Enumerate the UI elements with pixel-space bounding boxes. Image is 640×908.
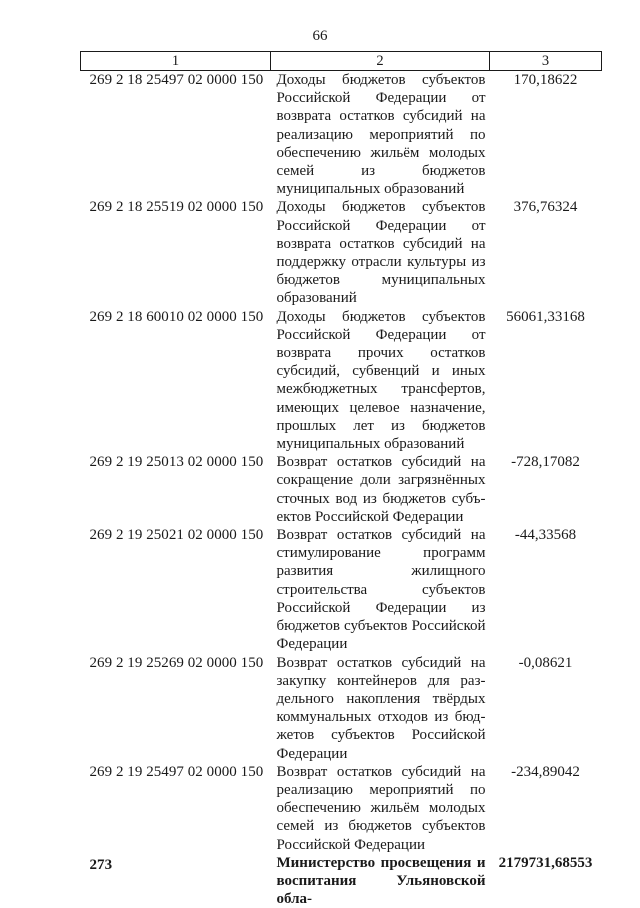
revenue-table-container	[80, 51, 601, 908]
amount: 376,76324	[513, 199, 578, 216]
budget-code: 269 2 19 25497 02 0000 150	[89, 763, 264, 780]
description: Доходы бюджетов субъектов Российской Федерации от возврата остатков субсидий на поддержку отрасли культуры из бюджетов муниципальных образований	[276, 199, 486, 307]
amount: -234,89042	[511, 763, 580, 780]
budget-code: 269 2 18 60010 02 0000 150	[89, 308, 264, 325]
table-header-row	[81, 52, 602, 71]
ministry-code: 273	[89, 856, 113, 873]
budget-code: 269 2 18 25497 02 0000 150	[89, 72, 264, 88]
description: Возврат остатков субсидий на реализацию мероприятий по обеспечению жильём молодых семей из бюджетов субъектов Российской Федерации	[276, 763, 486, 853]
table-row	[81, 198, 602, 307]
table-row	[81, 453, 602, 526]
description: Доходы бюджетов субъектов Российской Федерации от возврата прочих остатков субсидий, субвенций и иных межбюджетных трансфертов, имеющих целевое назначение, прошлых лет из бюджетов муниципальных образований	[276, 308, 486, 453]
table-row-ministry	[81, 854, 602, 908]
description: Доходы бюджетов субъектов Российской Федерации от возврата остатков субсидий на реализацию мероприятий по обеспечению жильём молодых семей из бюджетов муниципальных образований	[276, 72, 486, 198]
column-header-code: 1	[81, 52, 271, 71]
budget-code: 269 2 19 25013 02 0000 150	[89, 454, 264, 471]
table-row	[81, 308, 602, 454]
ministry-amount: 2179731,68553	[498, 854, 593, 871]
description: Возврат остатков субсидий на закупку контейнеров для раздельного накопления твёрдых коммунальных отходов из бюджетов субъектов Российской Федерации	[276, 654, 486, 762]
amount: -0,08621	[518, 654, 573, 671]
revenue-table	[80, 51, 602, 908]
amount: -44,33568	[514, 527, 577, 544]
ministry-name: Министерство просвещения и воспитания Ульяновской обла-	[276, 854, 486, 908]
table-row	[81, 654, 602, 763]
table-row	[81, 71, 602, 199]
column-header-description: 2	[271, 52, 490, 71]
table-row	[81, 763, 602, 854]
page-number: 66	[312, 28, 328, 44]
amount: 56061,33168	[506, 308, 585, 325]
table-row	[81, 526, 602, 653]
budget-code: 269 2 19 25021 02 0000 150	[89, 527, 264, 544]
amount: 170,18622	[513, 72, 578, 88]
budget-code: 269 2 19 25269 02 0000 150	[89, 654, 264, 671]
description: Возврат остатков субсидий на стимулирование программ развития жилищного строительства субъектов Российской Федерации из бюджетов субъектов Российской Федерации	[276, 527, 486, 653]
column-header-amount: 3	[490, 52, 602, 71]
amount: -728,17082	[511, 454, 580, 471]
budget-code: 269 2 18 25519 02 0000 150	[89, 199, 264, 216]
description: Возврат остатков субсидий на сокращение доли загрязнённых сточных вод из бюджетов субъектов Российской Федерации	[276, 454, 486, 525]
